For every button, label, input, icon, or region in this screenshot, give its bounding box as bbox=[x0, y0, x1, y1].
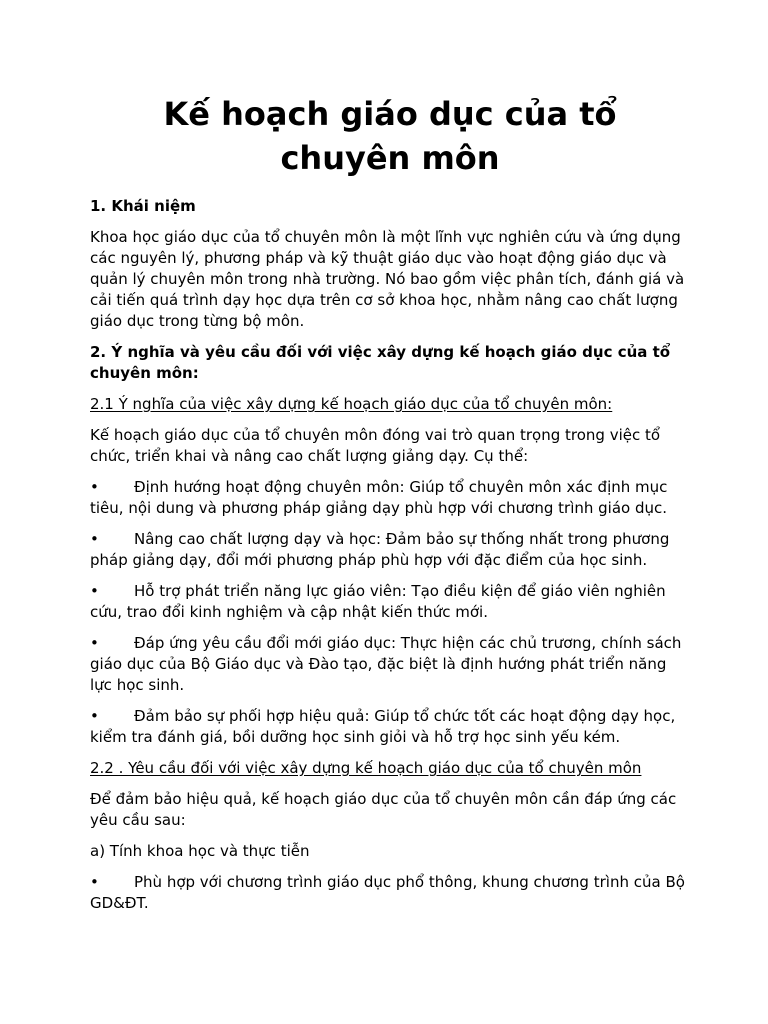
document-page bbox=[90, 92, 690, 924]
list-item-text: Hỗ trợ phát triển năng lực giáo viên: Tạo điều kiện để giáo viên nghiên cứu, trao đổi kinh nghiệm và cập nhật kiến thức mới. bbox=[90, 582, 666, 621]
list-item bbox=[90, 872, 690, 914]
bullet-icon: • bbox=[90, 530, 99, 548]
list-item bbox=[90, 706, 690, 748]
list-item-text: Định hướng hoạt động chuyên môn: Giúp tổ chuyên môn xác định mục tiêu, nội dung và phương pháp giảng dạy phù hợp với chương trình giáo dục. bbox=[90, 478, 668, 517]
list-item bbox=[90, 581, 690, 623]
subsection-2-2-heading: 2.2 . Yêu cầu đối với việc xây dựng kế hoạch giáo dục của tổ chuyên môn bbox=[90, 759, 642, 777]
section-1-paragraph: Khoa học giáo dục của tổ chuyên môn là một lĩnh vực nghiên cứu và ứng dụng các nguyên lý, phương pháp và kỹ thuật giáo dục vào hoạt động giáo dục và quản lý chuyên môn trong nhà trường. Nó bao gồm việc phân tích, đánh giá và cải tiến quá trình dạy học dựa trên cơ sở khoa học, nhằm nâng cao chất lượng giáo dục trong từng bộ môn. bbox=[90, 228, 685, 330]
list-item-text: Nâng cao chất lượng dạy và học: Đảm bảo sự thống nhất trong phương pháp giảng dạy, đổi mới phương pháp phù hợp với đặc điểm của học sinh. bbox=[90, 530, 670, 569]
subsection-2-1-heading: 2.1 Ý nghĩa của việc xây dựng kế hoạch giáo dục của tổ chuyên môn: bbox=[90, 395, 613, 413]
document-title: Kế hoạch giáo dục của tổ chuyên môn bbox=[163, 95, 617, 177]
list-item-text: Phù hợp với chương trình giáo dục phổ thông, khung chương trình của Bộ GD&ĐT. bbox=[90, 873, 685, 912]
list-item bbox=[90, 633, 690, 696]
item-a-heading: a) Tính khoa học và thực tiễn bbox=[90, 842, 310, 860]
list-item bbox=[90, 529, 690, 571]
bullet-icon: • bbox=[90, 478, 99, 496]
list-item-text: Đáp ứng yêu cầu đổi mới giáo dục: Thực hiện các chủ trương, chính sách giáo dục của Bộ Giáo dục và Đào tạo, đặc biệt là định hướng phát triển năng lực học sinh. bbox=[90, 634, 682, 694]
section-1-heading: 1. Khái niệm bbox=[90, 197, 196, 215]
section-2-heading: 2. Ý nghĩa và yêu cầu đối với việc xây dựng kế hoạch giáo dục của tổ chuyên môn: bbox=[90, 343, 671, 382]
subsection-2-2-intro: Để đảm bảo hiệu quả, kế hoạch giáo dục của tổ chuyên môn cần đáp ứng các yêu cầu sau: bbox=[90, 790, 677, 829]
list-item-text: Đảm bảo sự phối hợp hiệu quả: Giúp tổ chức tốt các hoạt động dạy học, kiểm tra đánh giá, bồi dưỡng học sinh giỏi và hỗ trợ học sinh yếu kém. bbox=[90, 707, 676, 746]
bullet-icon: • bbox=[90, 707, 99, 725]
bullet-icon: • bbox=[90, 873, 99, 891]
list-item bbox=[90, 477, 690, 519]
bullet-icon: • bbox=[90, 582, 99, 600]
subsection-2-1-intro: Kế hoạch giáo dục của tổ chuyên môn đóng vai trò quan trọng trong việc tổ chức, triển khai và nâng cao chất lượng giảng dạy. Cụ thể: bbox=[90, 426, 661, 465]
bullet-icon: • bbox=[90, 634, 99, 652]
